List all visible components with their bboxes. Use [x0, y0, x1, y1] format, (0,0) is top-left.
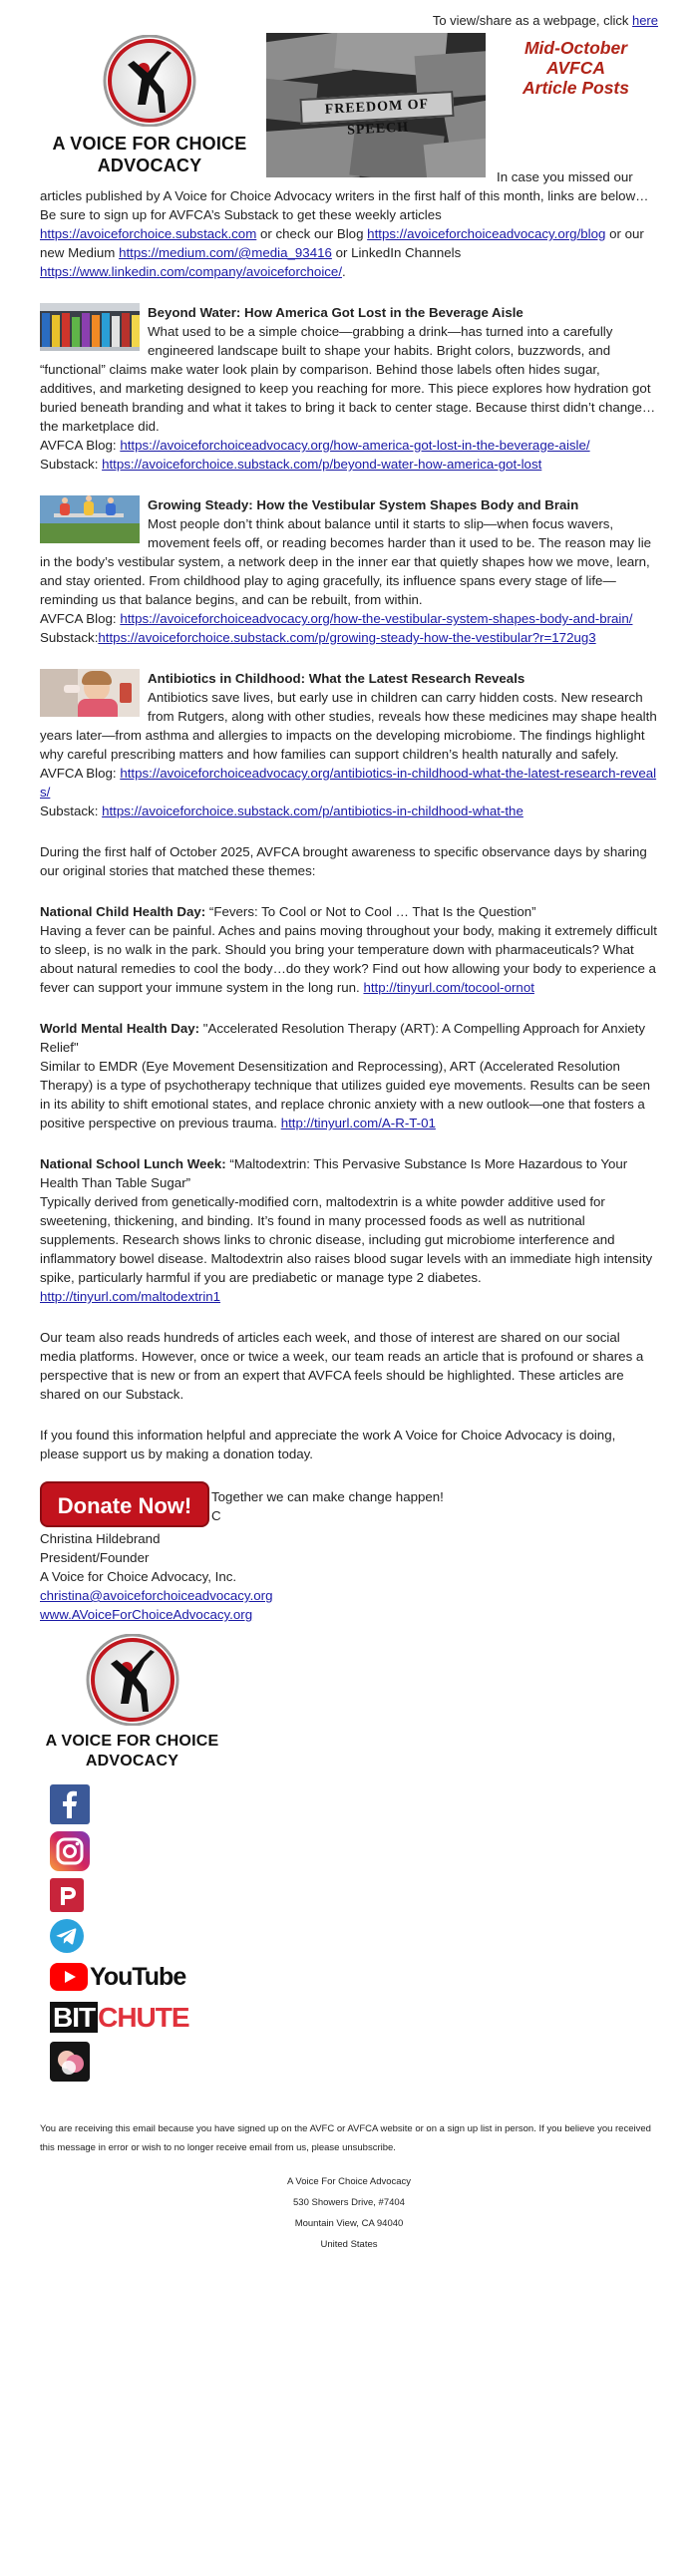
- intro-text-4: or LinkedIn Channels: [331, 245, 462, 260]
- footer-logo-line1: A VOICE FOR CHOICE: [45, 1733, 219, 1750]
- email-body: [40, 0, 658, 2255]
- intro-text-5: .: [342, 264, 346, 279]
- linkedin-link[interactable]: https://www.linkedin.com/company/avoiceforchoice/: [40, 264, 343, 279]
- intro-text-2: or check our Blog: [256, 226, 368, 241]
- observance-link[interactable]: http://tinyurl.com/maltodextrin1: [40, 1289, 221, 1304]
- article-title[interactable]: Antibiotics in Childhood: What the Latest Research Reveals: [148, 671, 525, 686]
- children-balance-image: [40, 495, 140, 543]
- observance-title: “Maltodextrin: This Pervasive Substance Is More Hazardous to Your Health Than Table Sugar”: [40, 1156, 628, 1190]
- article-body: What used to be a simple choice—grabbing a drink—has turned into a carefully engineered landscape built to shape your habits. Bright colors, buzzwords, and “functional” claims make water look plain by comparison. Behind those labels often hides sugar, additives, and marketing designed to keep you reaching for more. This piece explores how hydration got buried beneath branding and what it takes to bring it back to center stage. Because thirst didn’t change…the marketplace did.: [40, 324, 656, 434]
- telegram-icon[interactable]: [50, 1919, 84, 1953]
- header: [40, 33, 658, 175]
- observance-body: Having a fever can be painful. Aches and pains moving throughout your body, making it extremely difficult to sleep, is no walk in the park. Should you bring your temperature down with pharmaceuticals? What about natural remedies to cool the body…do they work? Find out how allowing your body to experience a fever can support your immune system in the long run.: [40, 923, 657, 995]
- donate-tagline: Together we can make change happen!: [211, 1489, 444, 1504]
- freedom-banner: FREEDOM OF SPEECH: [299, 91, 454, 125]
- article-substack-line: [40, 802, 658, 820]
- article-blog-line: [40, 764, 658, 802]
- observance-title: “Fevers: To Cool or Not to Cool … That Is the Question”: [205, 904, 536, 919]
- footer-notice: You are receiving this email because you have signed up on the AVFC or AVFCA website or on a sign up list in person. If you believe you received this message in error or wish to no longer receive email from us, please unsubscribe.: [40, 2123, 651, 2153]
- bitchute-bit: BIT: [50, 2002, 98, 2033]
- title-line3: Article Posts: [523, 78, 629, 98]
- title-line1: Mid-October: [524, 38, 628, 58]
- article-substack-link[interactable]: https://avoiceforchoice.substack.com/p/antibiotics-in-childhood-what-the: [102, 804, 524, 818]
- article-title[interactable]: Beyond Water: How America Got Lost in the Beverage Aisle: [148, 305, 524, 320]
- medium-link[interactable]: https://medium.com/@media_93416: [119, 245, 332, 260]
- article-blog-link[interactable]: https://avoiceforchoiceadvocacy.org/how-the-vestibular-system-shapes-body-and-brain/: [120, 611, 633, 626]
- article-blog-link[interactable]: https://avoiceforchoiceadvocacy.org/antibiotics-in-childhood-what-the-latest-research-reveals/: [40, 766, 657, 800]
- observance-body: Typically derived from genetically-modified corn, maltodextrin is a white powder additive used for sweetening, thickening, and binding. It’s found in many processed foods as well as nutritional supplements. Research shows links to chronic disease, including gut microbiome interference and inflammatory bowel disease. Maltodextrin also raises blood sugar levels with an immediate high intensity spike, particularly harmful if you are prediabetic or manage type 2 diabetes.: [40, 1194, 653, 1285]
- donate-row: [40, 1481, 658, 1537]
- observance-link[interactable]: http://tinyurl.com/tocool-ornot: [363, 980, 534, 995]
- article-vestibular: [40, 495, 658, 647]
- page-title: [494, 38, 658, 98]
- signature: [40, 1529, 658, 1624]
- webview-link[interactable]: here: [631, 13, 658, 28]
- blog-label: AVFCA Blog:: [40, 611, 121, 626]
- bitchute-chute: CHUTE: [98, 2002, 189, 2033]
- blog-link[interactable]: https://avoiceforchoiceadvocacy.org/blog: [367, 226, 606, 241]
- substack-label: Substack:: [40, 804, 103, 818]
- social-links: [40, 1784, 658, 2082]
- signature-website-link[interactable]: www.AVoiceForChoiceAdvocacy.org: [40, 1607, 253, 1622]
- support-paragraph: If you found this information helpful and appreciate the work A Voice for Choice Advocacy is doing, please support us by making a donation today.: [40, 1428, 616, 1461]
- article-blog-line: [40, 609, 658, 628]
- footer-address: [40, 2171, 658, 2255]
- donate-tagline-c: C: [211, 1508, 221, 1523]
- donate-now-button[interactable]: Donate Now!: [40, 1481, 209, 1527]
- signature-email-link[interactable]: christina@avoiceforchoiceadvocacy.org: [40, 1588, 273, 1603]
- observance-mental-health: [40, 1019, 658, 1132]
- logo-text-line1: A VOICE FOR CHOICE: [52, 134, 247, 154]
- team-paragraph: Our team also reads hundreds of articles each week, and those of interest are shared on our social media platforms. However, once or twice a week, our team reads an article that is profound or shares a perspective that is new or from an expert that AVFCA feels should be highlighted. These articles are shared on our Substack.: [40, 1330, 644, 1402]
- footer-logo-line2: ADVOCACY: [85, 1753, 179, 1770]
- blog-label: AVFCA Blog:: [40, 766, 121, 781]
- substack-label: Substack:: [40, 630, 99, 645]
- signature-role: President/Founder: [40, 1550, 150, 1565]
- youtube-logo[interactable]: [50, 1960, 658, 1994]
- footer-logo: [40, 1634, 224, 1771]
- beverage-shelf-image: [40, 303, 140, 351]
- article-antibiotics: [40, 669, 658, 820]
- article-body: Antibiotics save lives, but early use in children can carry hidden costs. New research from Rutgers, along with other studies, reveals how these medicines may shape health years later—from asthma and allergies to impacts on the developing microbiome. The findings highlight why careful prescribing matters and how families can support children’s health naturally and safely.: [40, 690, 657, 762]
- intro-text-3: or our new Medium: [40, 226, 644, 260]
- signature-org: A Voice for Choice Advocacy, Inc.: [40, 1569, 237, 1584]
- gab-icon[interactable]: [50, 2042, 90, 2082]
- article-blog-link[interactable]: https://avoiceforchoiceadvocacy.org/how-america-got-lost-in-the-beverage-aisle/: [120, 438, 590, 453]
- article-blog-line: [40, 436, 658, 455]
- substack-link[interactable]: https://avoiceforchoice.substack.com: [40, 226, 257, 241]
- substack-label: Substack:: [40, 457, 103, 472]
- facebook-icon[interactable]: [50, 1784, 90, 1824]
- article-beyond-water: [40, 303, 658, 474]
- instagram-icon[interactable]: [50, 1831, 90, 1871]
- webview-bar: [40, 0, 658, 33]
- observance-link[interactable]: http://tinyurl.com/A-R-T-01: [280, 1116, 436, 1130]
- observance-body: Similar to EMDR (Eye Movement Desensitization and Reprocessing), ART (Accelerated Resolution Therapy) is a type of psychotherapy technique that utilizes guided eye movements. Results can be seen in its ability to shift emotional states, and replace chronic anxiety with a new outlook—one that fosters a positive perspective on previous trauma.: [40, 1059, 651, 1130]
- youtube-wordmark: YouTube: [90, 1962, 186, 1991]
- observances-intro: During the first half of October 2025, AVFCA brought awareness to specific observance days by sharing our original stories that matched these themes:: [40, 844, 647, 878]
- intro-text-1: In case you missed our articles published by A Voice for Choice Advocacy writers in the first half of this month, links are below…Be sure to sign up for AVFCA’s Substack to get these weekly articles: [40, 169, 649, 222]
- webview-text: To view/share as a webpage, click: [432, 13, 632, 28]
- logo-text-line2: ADVOCACY: [97, 156, 202, 175]
- bitchute-logo[interactable]: [50, 2001, 658, 2035]
- observance-label: World Mental Health Day:: [40, 1021, 200, 1036]
- observance-title: "Accelerated Resolution Therapy (ART): A Compelling Approach for Anxiety Relief": [40, 1021, 646, 1055]
- observance-school-lunch: [40, 1154, 658, 1306]
- avfca-logo: [40, 35, 259, 175]
- title-line2: AVFCA: [546, 58, 605, 78]
- article-substack-line: [40, 628, 658, 647]
- observance-label: National Child Health Day:: [40, 904, 206, 919]
- article-substack-line: [40, 455, 658, 474]
- intro-paragraph: [40, 167, 658, 281]
- article-body: Most people don’t think about balance until it starts to slip—when focus wavers, movement feels off, or reading becomes harder than it used to be. The reason may lie in the body’s vestibular system, a network deep in the inner ear that quietly shapes how we move, learn, and stay oriented. From childhood play to aging gracefully, its influence spans every stage of life—reminding us that balance begins, and can be rebuilt, from within.: [40, 516, 652, 607]
- child-medicine-image: [40, 669, 140, 717]
- address-line2: 530 Showers Drive, #7404: [293, 2197, 405, 2208]
- blog-label: AVFCA Blog:: [40, 438, 121, 453]
- observance-label: National School Lunch Week:: [40, 1156, 226, 1171]
- freedom-of-speech-image: [266, 33, 486, 177]
- article-substack-link[interactable]: https://avoiceforchoice.substack.com/p/beyond-water-how-america-got-lost: [102, 457, 542, 472]
- signature-name: Christina Hildebrand: [40, 1531, 161, 1546]
- observance-child-health: [40, 902, 658, 997]
- logo-emblem-icon: [102, 35, 197, 127]
- article-substack-link[interactable]: https://avoiceforchoice.substack.com/p/growing-steady-how-the-vestibular?r=172ug3: [98, 630, 596, 645]
- parler-icon[interactable]: [50, 1878, 84, 1912]
- address-line3: Mountain View, CA 94040: [294, 2218, 404, 2229]
- logo-emblem-icon: [85, 1634, 180, 1726]
- address-line4: United States: [320, 2239, 378, 2250]
- youtube-icon[interactable]: [50, 1963, 88, 1991]
- article-title[interactable]: Growing Steady: How the Vestibular System Shapes Body and Brain: [148, 497, 579, 512]
- address-line1: A Voice For Choice Advocacy: [286, 2176, 412, 2187]
